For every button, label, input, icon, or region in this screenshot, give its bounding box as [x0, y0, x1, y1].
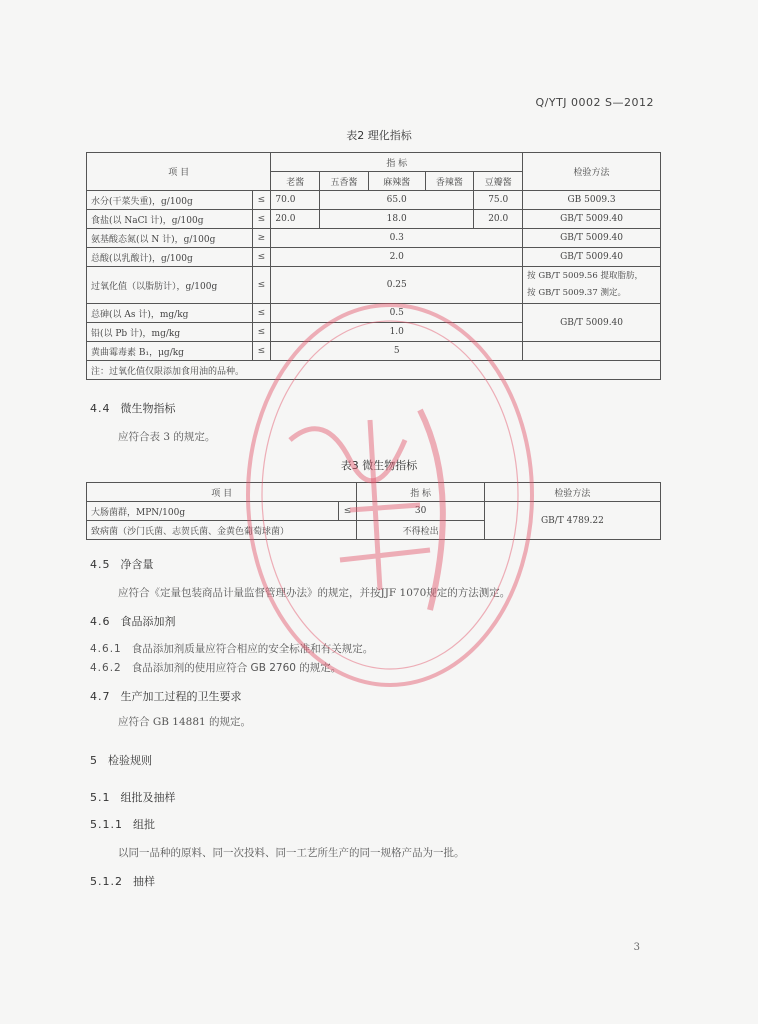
item-cell: 过氧化值（以脂肪计），g/100g — [87, 267, 253, 304]
table3-header-item: 项 目 — [87, 483, 357, 502]
section-title: 检验规则 — [108, 754, 152, 767]
table-row — [87, 191, 661, 210]
section-heading — [90, 873, 155, 889]
value-cell: 70.0 — [271, 191, 320, 210]
section-heading — [90, 613, 176, 629]
table3-header-method: 检验方法 — [484, 483, 660, 502]
section-title: 净含量 — [120, 558, 154, 571]
section-heading — [90, 816, 155, 832]
paragraph: 应符合表 3 的规定。 — [118, 431, 216, 443]
method-cell — [523, 267, 661, 304]
operator-cell: ≤ — [252, 248, 271, 267]
value-cell: 1.0 — [271, 323, 523, 342]
value-cell: 18.0 — [320, 210, 474, 229]
item-cell: 致病菌（沙门氏菌、志贺氏菌、金黄色葡萄球菌） — [87, 521, 357, 540]
section-number: 5.1.2 — [90, 875, 123, 888]
value-cell: 20.0 — [474, 210, 523, 229]
value-cell: 75.0 — [474, 191, 523, 210]
method-line: 按 GB/T 5009.56 提取脂肪， — [527, 271, 643, 281]
section-title: 食品添加剂 — [120, 615, 176, 628]
variant-header: 五香酱 — [320, 172, 369, 191]
table2-header-item: 项 目 — [87, 153, 271, 191]
section-title: 微生物指标 — [120, 402, 176, 415]
paragraph: 以同一品种的原料、同一次投料、同一工艺所生产的同一规格产品为一批。 — [118, 847, 465, 859]
value-cell: 0.5 — [271, 304, 523, 323]
document-code: Q/YTJ 0002 S—2012 — [535, 96, 654, 109]
operator-cell: ≥ — [252, 229, 271, 248]
table2-header-method: 检验方法 — [523, 153, 661, 191]
section-heading — [90, 752, 152, 768]
table-row — [87, 248, 661, 267]
table3-caption: 表3 微生物指标 — [340, 459, 418, 472]
variant-header: 豆瓣酱 — [474, 172, 523, 191]
value-cell: 65.0 — [320, 191, 474, 210]
paragraph: 应符合《定量包装商品计量监督管理办法》的规定，并按JJF 1070规定的方法测定。 — [118, 587, 511, 599]
operator-cell: ≤ — [252, 210, 271, 229]
section-number: 5.1 — [90, 791, 111, 804]
method-cell: GB/T 4789.22 — [484, 502, 660, 540]
table-row — [87, 267, 661, 304]
value-cell: 5 — [271, 342, 523, 361]
value-cell: 30 — [357, 502, 484, 521]
page-number: 3 — [633, 942, 640, 953]
operator-cell: ≤ — [252, 304, 271, 323]
section-number: 4.6.2 — [90, 662, 122, 674]
section-title: 组批 — [133, 818, 155, 831]
section-number: 4.4 — [90, 402, 111, 415]
table2-caption: 表2 理化指标 — [346, 129, 412, 142]
table-row — [87, 229, 661, 248]
table-row — [87, 502, 661, 521]
subsection — [90, 641, 373, 656]
paragraph: 应符合 GB 14881 的规定。 — [118, 716, 252, 728]
value-cell: 0.25 — [271, 267, 523, 304]
table-row — [87, 342, 661, 361]
item-cell: 水分(干菜失重)，g/100g — [87, 191, 253, 210]
item-cell: 铅(以 Pb 计)，mg/kg — [87, 323, 253, 342]
operator-cell: ≤ — [252, 342, 271, 361]
subsection — [90, 660, 341, 675]
section-number: 5 — [90, 754, 98, 767]
item-cell: 食盐(以 NaCl 计)，g/100g — [87, 210, 253, 229]
table2-header-indicator: 指 标 — [271, 153, 523, 172]
section-title: 组批及抽样 — [120, 791, 176, 804]
method-cell: GB/T 5009.40 — [523, 248, 661, 267]
item-cell: 黄曲霉毒素 B₁，μg/kg — [87, 342, 253, 361]
value-cell: 不得检出 — [357, 521, 484, 540]
operator-cell: ≤ — [338, 502, 357, 521]
variant-header: 麻辣酱 — [368, 172, 425, 191]
section-number: 4.5 — [90, 558, 111, 571]
item-cell: 大肠菌群，MPN/100g — [87, 502, 339, 521]
section-heading — [90, 688, 242, 704]
empty-cell — [523, 342, 661, 361]
method-cell: GB/T 5009.40 — [523, 210, 661, 229]
section-number: 4.7 — [90, 690, 111, 703]
table3 — [86, 482, 661, 540]
method-cell: GB 5009.3 — [523, 191, 661, 210]
paragraph: 食品添加剂质量应符合相应的安全标准和有关规定。 — [131, 643, 374, 655]
method-cell: GB/T 5009.40 — [523, 304, 661, 342]
operator-cell: ≤ — [252, 267, 271, 304]
paragraph: 食品添加剂的使用应符合 GB 2760 的规定。 — [131, 662, 342, 674]
section-title: 生产加工过程的卫生要求 — [120, 690, 242, 703]
item-cell: 总砷(以 As 计)，mg/kg — [87, 304, 253, 323]
section-number: 4.6.1 — [90, 643, 122, 655]
variant-header: 老酱 — [271, 172, 320, 191]
operator-cell: ≤ — [252, 323, 271, 342]
variant-header: 香辣酱 — [425, 172, 474, 191]
method-line: 按 GB/T 5009.37 测定。 — [527, 288, 626, 298]
section-title: 抽样 — [133, 875, 155, 888]
section-heading — [90, 400, 176, 416]
item-cell: 氨基酸态氮(以 N 计)，g/100g — [87, 229, 253, 248]
table-row — [87, 304, 661, 323]
section-number: 4.6 — [90, 615, 111, 628]
section-number: 5.1.1 — [90, 818, 123, 831]
method-cell: GB/T 5009.40 — [523, 229, 661, 248]
operator-cell: ≤ — [252, 191, 271, 210]
value-cell: 2.0 — [271, 248, 523, 267]
value-cell: 20.0 — [271, 210, 320, 229]
item-cell: 总酸(以乳酸计)，g/100g — [87, 248, 253, 267]
section-heading — [90, 789, 176, 805]
table2-note: 注：过氧化值仅限添加食用油的品种。 — [87, 361, 661, 380]
table-row — [87, 210, 661, 229]
table3-header-indicator: 指 标 — [357, 483, 484, 502]
value-cell: 0.3 — [271, 229, 523, 248]
section-heading — [90, 556, 154, 572]
table2 — [86, 152, 661, 380]
